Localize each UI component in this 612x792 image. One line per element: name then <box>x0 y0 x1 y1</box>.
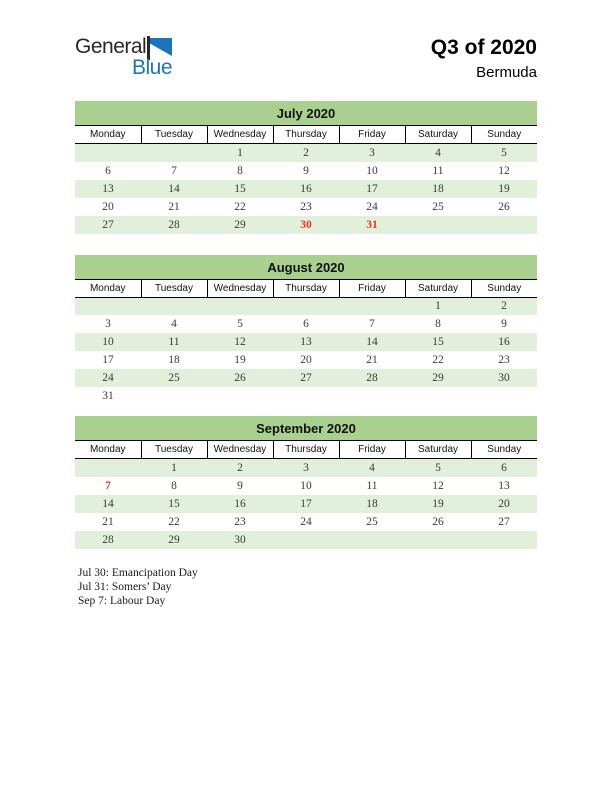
weekday-header-tuesday: Tuesday <box>141 279 207 297</box>
week-row <box>75 297 537 315</box>
day-cell-3: 3 <box>105 318 111 330</box>
weekday-header-thursday: Thursday <box>273 126 339 144</box>
day-cell-12: 12 <box>207 333 273 351</box>
day-cell-18: 18 <box>339 495 405 513</box>
empty-day-cell <box>273 387 339 405</box>
day-cell-19: 19 <box>405 495 471 513</box>
day-cell-20: 20 <box>471 495 537 513</box>
day-cell-13: 13 <box>75 180 141 198</box>
weekday-header-friday: Friday <box>339 279 405 297</box>
day-cell-5: 5 <box>237 318 243 330</box>
day-cell-29: 29 <box>405 369 471 387</box>
day-cell-15: 15 <box>141 495 207 513</box>
week-row <box>75 387 537 405</box>
day-cell-21: 21 <box>366 354 378 366</box>
logo-text-blue: Blue <box>131 56 172 79</box>
empty-day-cell <box>339 387 405 405</box>
day-cell-14: 14 <box>75 495 141 513</box>
holiday-note: Sep 7: Labour Day <box>78 594 166 607</box>
weekday-header-monday: Monday <box>75 279 141 297</box>
weekday-header-saturday: Saturday <box>405 126 471 144</box>
day-cell-7: 7 <box>105 479 111 492</box>
day-cell-6: 6 <box>303 318 309 330</box>
day-cell-3: 3 <box>339 144 405 162</box>
week-row <box>75 144 537 162</box>
weekday-header-wednesday: Wednesday <box>207 126 273 144</box>
weekday-header-thursday: Thursday <box>273 441 339 459</box>
week-row <box>75 531 537 549</box>
day-cell-10: 10 <box>366 164 378 177</box>
day-cell-27: 27 <box>273 369 339 387</box>
day-cell-15: 15 <box>405 333 471 351</box>
month-title-july-2020: July 2020 <box>75 101 537 126</box>
day-cell-24: 24 <box>75 369 141 387</box>
day-cell-22: 22 <box>432 354 444 366</box>
day-cell-2: 2 <box>471 297 537 315</box>
week-row <box>75 216 537 234</box>
day-cell-14: 14 <box>339 333 405 351</box>
day-cell-26: 26 <box>207 369 273 387</box>
week-row <box>75 333 537 351</box>
empty-day-cell <box>405 531 471 549</box>
day-cell-4: 4 <box>171 318 177 330</box>
day-cell-30: 30 <box>207 531 273 549</box>
month-title-september-2020: September 2020 <box>75 416 537 441</box>
weekday-row <box>75 441 537 459</box>
empty-day-cell <box>75 297 141 315</box>
day-cell-13: 13 <box>273 333 339 351</box>
day-cell-10: 10 <box>300 479 312 492</box>
day-cell-18: 18 <box>405 180 471 198</box>
day-cell-2: 2 <box>273 144 339 162</box>
empty-day-cell <box>207 387 273 405</box>
weekday-row <box>75 126 537 144</box>
day-cell-15: 15 <box>207 180 273 198</box>
weekday-header-monday: Monday <box>75 441 141 459</box>
day-cell-25: 25 <box>366 515 378 528</box>
week-row <box>75 495 537 513</box>
day-cell-17: 17 <box>339 180 405 198</box>
weekday-header-tuesday: Tuesday <box>141 126 207 144</box>
day-cell-13: 13 <box>498 479 510 492</box>
week-row <box>75 198 537 216</box>
day-cell-2: 2 <box>207 459 273 477</box>
day-cell-16: 16 <box>207 495 273 513</box>
empty-day-cell <box>207 297 273 315</box>
weekday-row <box>75 279 537 297</box>
month-calendar-july-2020 <box>75 101 537 234</box>
month-title-august-2020: August 2020 <box>75 255 537 280</box>
day-cell-28: 28 <box>141 216 207 234</box>
day-cell-11: 11 <box>432 164 444 177</box>
week-row <box>75 459 537 477</box>
week-row <box>75 180 537 198</box>
weekday-header-sunday: Sunday <box>471 126 537 144</box>
weekday-header-thursday: Thursday <box>273 279 339 297</box>
day-cell-29: 29 <box>207 216 273 234</box>
day-cell-17: 17 <box>273 495 339 513</box>
empty-day-cell <box>471 216 537 234</box>
logo-flag-icon <box>150 38 172 56</box>
empty-day-cell <box>75 144 141 162</box>
month-calendars <box>75 101 537 549</box>
day-cell-1: 1 <box>405 297 471 315</box>
day-cell-30: 30 <box>273 216 339 234</box>
day-cell-23: 23 <box>498 354 510 366</box>
day-cell-11: 11 <box>366 479 378 492</box>
week-row <box>75 369 537 387</box>
month-calendar-september-2020 <box>75 416 537 549</box>
day-cell-28: 28 <box>75 531 141 549</box>
day-cell-30: 30 <box>471 369 537 387</box>
day-cell-25: 25 <box>432 200 444 213</box>
day-cell-9: 9 <box>303 164 309 177</box>
day-cell-9: 9 <box>501 318 507 330</box>
weekday-header-sunday: Sunday <box>471 441 537 459</box>
day-cell-22: 22 <box>234 200 246 213</box>
day-cell-26: 26 <box>432 515 444 528</box>
logo-text-general: General <box>75 35 147 58</box>
day-cell-21: 21 <box>102 515 114 528</box>
day-cell-17: 17 <box>102 354 114 366</box>
weekday-header-monday: Monday <box>75 126 141 144</box>
day-cell-23: 23 <box>234 515 246 528</box>
quarter-title: Q3 of 2020 <box>430 36 537 59</box>
day-cell-23: 23 <box>300 200 312 213</box>
empty-day-cell <box>471 531 537 549</box>
empty-day-cell <box>339 297 405 315</box>
day-cell-6: 6 <box>105 164 111 177</box>
empty-day-cell <box>471 387 537 405</box>
day-cell-20: 20 <box>102 200 114 213</box>
day-cell-27: 27 <box>498 515 510 528</box>
day-cell-28: 28 <box>339 369 405 387</box>
empty-day-cell <box>339 531 405 549</box>
empty-day-cell <box>141 144 207 162</box>
day-cell-20: 20 <box>300 354 312 366</box>
day-cell-8: 8 <box>435 318 441 330</box>
weekday-header-saturday: Saturday <box>405 441 471 459</box>
empty-day-cell <box>405 216 471 234</box>
day-cell-19: 19 <box>471 180 537 198</box>
weekday-header-sunday: Sunday <box>471 279 537 297</box>
week-row <box>75 477 537 495</box>
empty-day-cell <box>273 531 339 549</box>
day-cell-25: 25 <box>141 369 207 387</box>
weekday-header-wednesday: Wednesday <box>207 279 273 297</box>
weekday-header-tuesday: Tuesday <box>141 441 207 459</box>
day-cell-27: 27 <box>75 216 141 234</box>
week-row <box>75 513 537 531</box>
empty-day-cell <box>141 297 207 315</box>
week-row <box>75 315 537 333</box>
month-calendar-august-2020 <box>75 255 537 406</box>
day-cell-16: 16 <box>273 180 339 198</box>
day-cell-4: 4 <box>339 459 405 477</box>
day-cell-24: 24 <box>300 515 312 528</box>
holiday-note: Jul 31: Somers’ Day <box>78 580 172 593</box>
day-cell-16: 16 <box>471 333 537 351</box>
day-cell-8: 8 <box>171 479 177 492</box>
empty-day-cell <box>141 387 207 405</box>
page-header <box>75 36 537 79</box>
weekday-header-friday: Friday <box>339 441 405 459</box>
region-subtitle: Bermuda <box>476 64 537 81</box>
day-cell-24: 24 <box>366 200 378 213</box>
weekday-header-saturday: Saturday <box>405 279 471 297</box>
week-row <box>75 351 537 369</box>
empty-day-cell <box>273 297 339 315</box>
day-cell-1: 1 <box>141 459 207 477</box>
empty-day-cell <box>405 387 471 405</box>
holiday-note: Jul 30: Emancipation Day <box>78 566 198 579</box>
day-cell-31: 31 <box>339 216 405 234</box>
day-cell-1: 1 <box>207 144 273 162</box>
title-block <box>431 36 537 81</box>
empty-day-cell <box>75 459 141 477</box>
day-cell-19: 19 <box>234 354 246 366</box>
holiday-list <box>78 566 537 608</box>
day-cell-31: 31 <box>102 390 114 402</box>
day-cell-26: 26 <box>498 200 510 213</box>
day-cell-5: 5 <box>405 459 471 477</box>
day-cell-7: 7 <box>369 318 375 330</box>
day-cell-14: 14 <box>141 180 207 198</box>
weekday-header-friday: Friday <box>339 126 405 144</box>
day-cell-12: 12 <box>498 164 510 177</box>
day-cell-6: 6 <box>471 459 537 477</box>
day-cell-3: 3 <box>273 459 339 477</box>
day-cell-8: 8 <box>237 164 243 177</box>
day-cell-22: 22 <box>168 515 180 528</box>
week-row <box>75 162 537 180</box>
general-blue-logo <box>75 36 172 78</box>
day-cell-21: 21 <box>168 200 180 213</box>
day-cell-18: 18 <box>168 354 180 366</box>
calendar-page <box>75 0 537 608</box>
day-cell-11: 11 <box>141 333 207 351</box>
day-cell-29: 29 <box>141 531 207 549</box>
weekday-header-wednesday: Wednesday <box>207 441 273 459</box>
day-cell-7: 7 <box>171 164 177 177</box>
day-cell-9: 9 <box>237 479 243 492</box>
day-cell-4: 4 <box>405 144 471 162</box>
day-cell-5: 5 <box>471 144 537 162</box>
day-cell-12: 12 <box>432 479 444 492</box>
day-cell-10: 10 <box>75 333 141 351</box>
